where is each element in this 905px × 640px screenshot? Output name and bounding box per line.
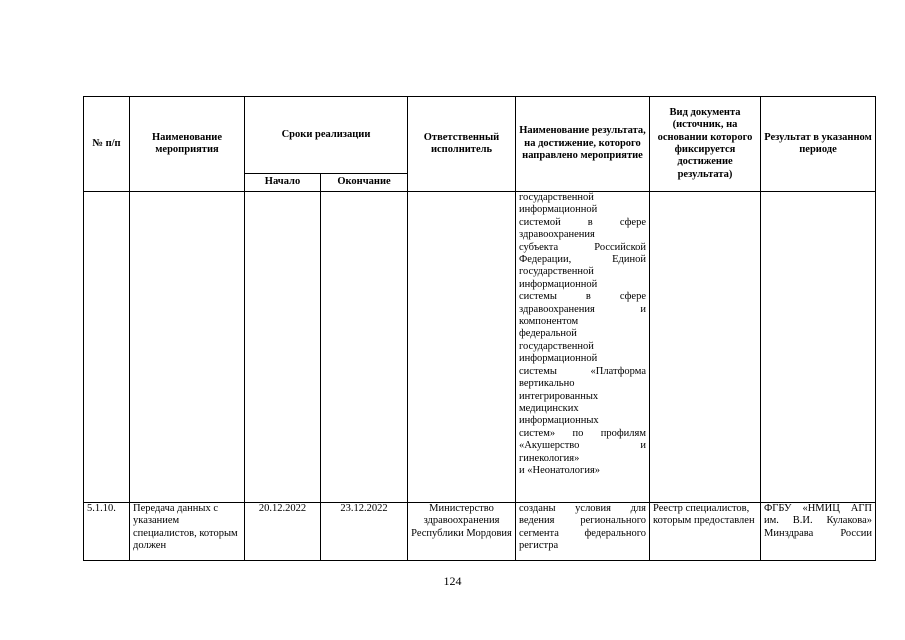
header-activity-name: Наименование мероприятия: [130, 97, 245, 192]
row-end-date: 23.12.2022: [321, 503, 408, 561]
header-row: [84, 97, 876, 174]
row-document: Реестр специалистов, которым предоставлен: [650, 503, 761, 561]
cont-end-cell: [321, 192, 408, 503]
cont-document-cell: [650, 192, 761, 503]
continuation-row: [84, 192, 876, 503]
cont-result-cell: [516, 192, 650, 503]
result-line: здравоохранения: [519, 229, 595, 241]
header-number: № п/п: [84, 97, 130, 192]
result-line: информационных: [519, 415, 599, 427]
header-document-type: Вид документа (источник, на основании которого фиксируется достижение результата): [650, 97, 761, 192]
result-line: интегрированных: [519, 390, 599, 402]
row-result: созданы условия для ведения регионального сегмента федерального регистра: [516, 503, 650, 561]
result-line: здравоохранения и: [519, 303, 646, 315]
row-activity-name: Передача данных с указанием специалистов, которым должен: [130, 503, 245, 561]
result-line: государственной: [519, 340, 594, 352]
result-line: Федерации, Единой: [519, 254, 646, 266]
result-line: компонентом: [519, 316, 579, 328]
header-period-result: Результат в указанном периоде: [761, 97, 876, 192]
result-line: медицинских: [519, 402, 579, 414]
header-executor: Ответственный исполнитель: [408, 97, 516, 192]
result-line: государственной: [519, 266, 594, 278]
row-start-date: 20.12.2022: [245, 503, 321, 561]
activities-table: [83, 96, 876, 561]
result-line: вертикально: [519, 378, 575, 390]
result-line: федеральной: [519, 328, 577, 340]
header-result-name: Наименование результата, на достижение, которого направлено мероприятие: [516, 97, 650, 192]
result-line: информационной: [519, 204, 598, 216]
result-line: гинекология»: [519, 452, 580, 464]
header-start: Начало: [245, 174, 321, 192]
result-line: системы в сфере: [519, 291, 646, 303]
result-line: субъекта Российской: [519, 241, 646, 253]
result-line: и «Неонатология»: [519, 464, 601, 476]
cont-number-cell: [84, 192, 130, 503]
row-number: 5.1.10.: [84, 503, 130, 561]
cont-executor-cell: [408, 192, 516, 503]
row-period-result: ФГБУ «НМИЦ АГП им. В.И. Кулакова» Минздрава России: [761, 503, 876, 561]
result-line: «Акушерство и: [519, 440, 646, 452]
result-line: системой в сфере: [519, 216, 646, 228]
cont-start-cell: [245, 192, 321, 503]
result-line: государственной: [519, 192, 594, 203]
header-terms: Сроки реализации: [245, 97, 408, 174]
result-line: информационной: [519, 353, 598, 365]
cont-period-result-cell: [761, 192, 876, 503]
result-line: систем» по профилям: [519, 427, 646, 439]
result-line: системы «Платформа: [519, 365, 646, 377]
page-number: 124: [443, 574, 462, 588]
result-line: информационной: [519, 278, 598, 290]
header-end: Окончание: [321, 174, 408, 192]
row-executor: Министерство здравоохранения Республики Мордовия: [408, 503, 516, 561]
cont-name-cell: [130, 192, 245, 503]
table-row: [84, 503, 876, 561]
